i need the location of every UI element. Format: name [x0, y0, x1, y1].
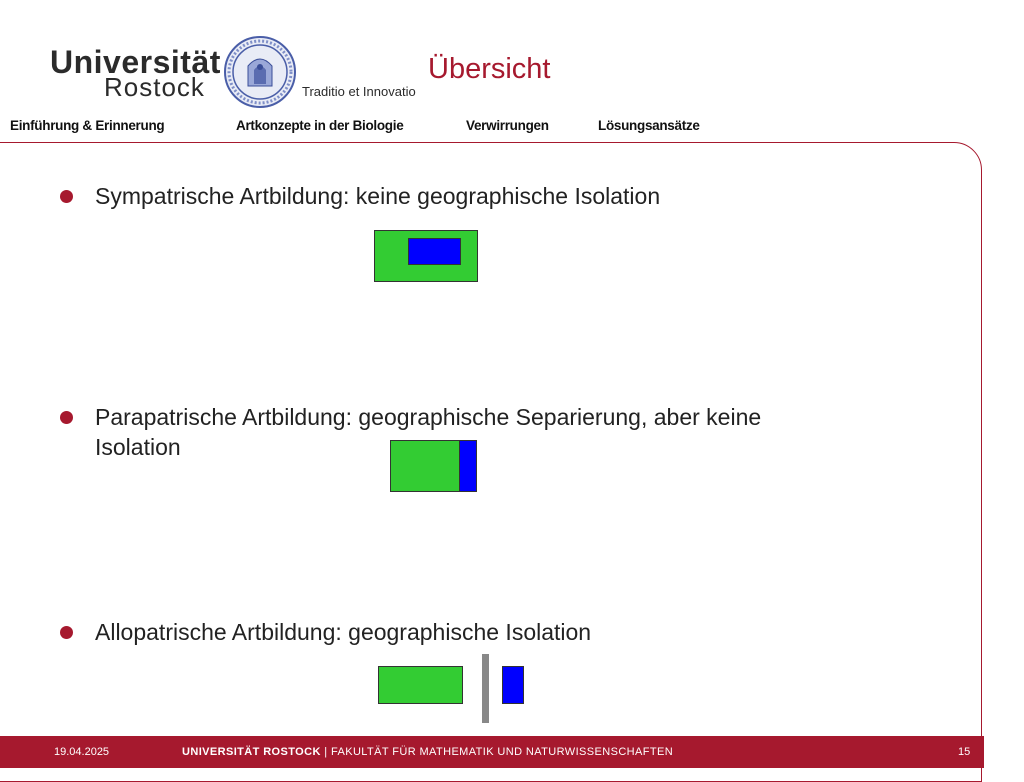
parapatric-population-a: [390, 440, 460, 492]
content-frame: [0, 142, 982, 782]
nav-item-loesungsansaetze[interactable]: Lösungsansätze: [598, 118, 700, 133]
bullet-sympatric-text: Sympatrische Artbildung: keine geographische Isolation: [95, 183, 661, 209]
logo-university-line: Universität: [50, 44, 221, 80]
footer-date: 19.04.2025: [54, 746, 110, 758]
footer-university: UNIVERSITÄT ROSTOCK: [182, 746, 321, 758]
footer-affiliation: [182, 745, 673, 759]
bullet-icon: [60, 626, 73, 639]
page-number: 15: [958, 746, 971, 758]
bullet-parapatric-text-line2: Isolation: [95, 434, 181, 460]
nav-item-verwirrungen[interactable]: Verwirrungen: [466, 118, 549, 133]
nav-item-einfuehrung[interactable]: Einführung & Erinnerung: [10, 118, 165, 133]
logo-rostock-line: Rostock: [104, 72, 205, 102]
bullet-parapatric-text-line1: Parapatrische Artbildung: geographische Separierung, aber keine: [95, 404, 762, 430]
slide-title: Übersicht: [428, 53, 551, 85]
bullet-icon: [60, 411, 73, 424]
bullet-allopatric-text: Allopatrische Artbildung: geographische Isolation: [95, 619, 592, 645]
allopatric-population-b: [502, 666, 524, 704]
allopatric-population-a: [378, 666, 463, 704]
university-seal-icon: [224, 36, 296, 108]
nav-item-artkonzepte[interactable]: Artkonzepte in der Biologie: [236, 118, 404, 133]
university-motto: Traditio et Innovatio: [302, 84, 416, 99]
footer-separator: |: [320, 746, 331, 758]
allopatric-geographic-barrier: [482, 654, 489, 723]
bullet-icon: [60, 190, 73, 203]
parapatric-population-b: [459, 440, 477, 492]
sympatric-population-b: [408, 238, 461, 265]
footer-faculty: FAKULTÄT FÜR MATHEMATIK UND NATURWISSENSCHAFTEN: [330, 746, 674, 758]
